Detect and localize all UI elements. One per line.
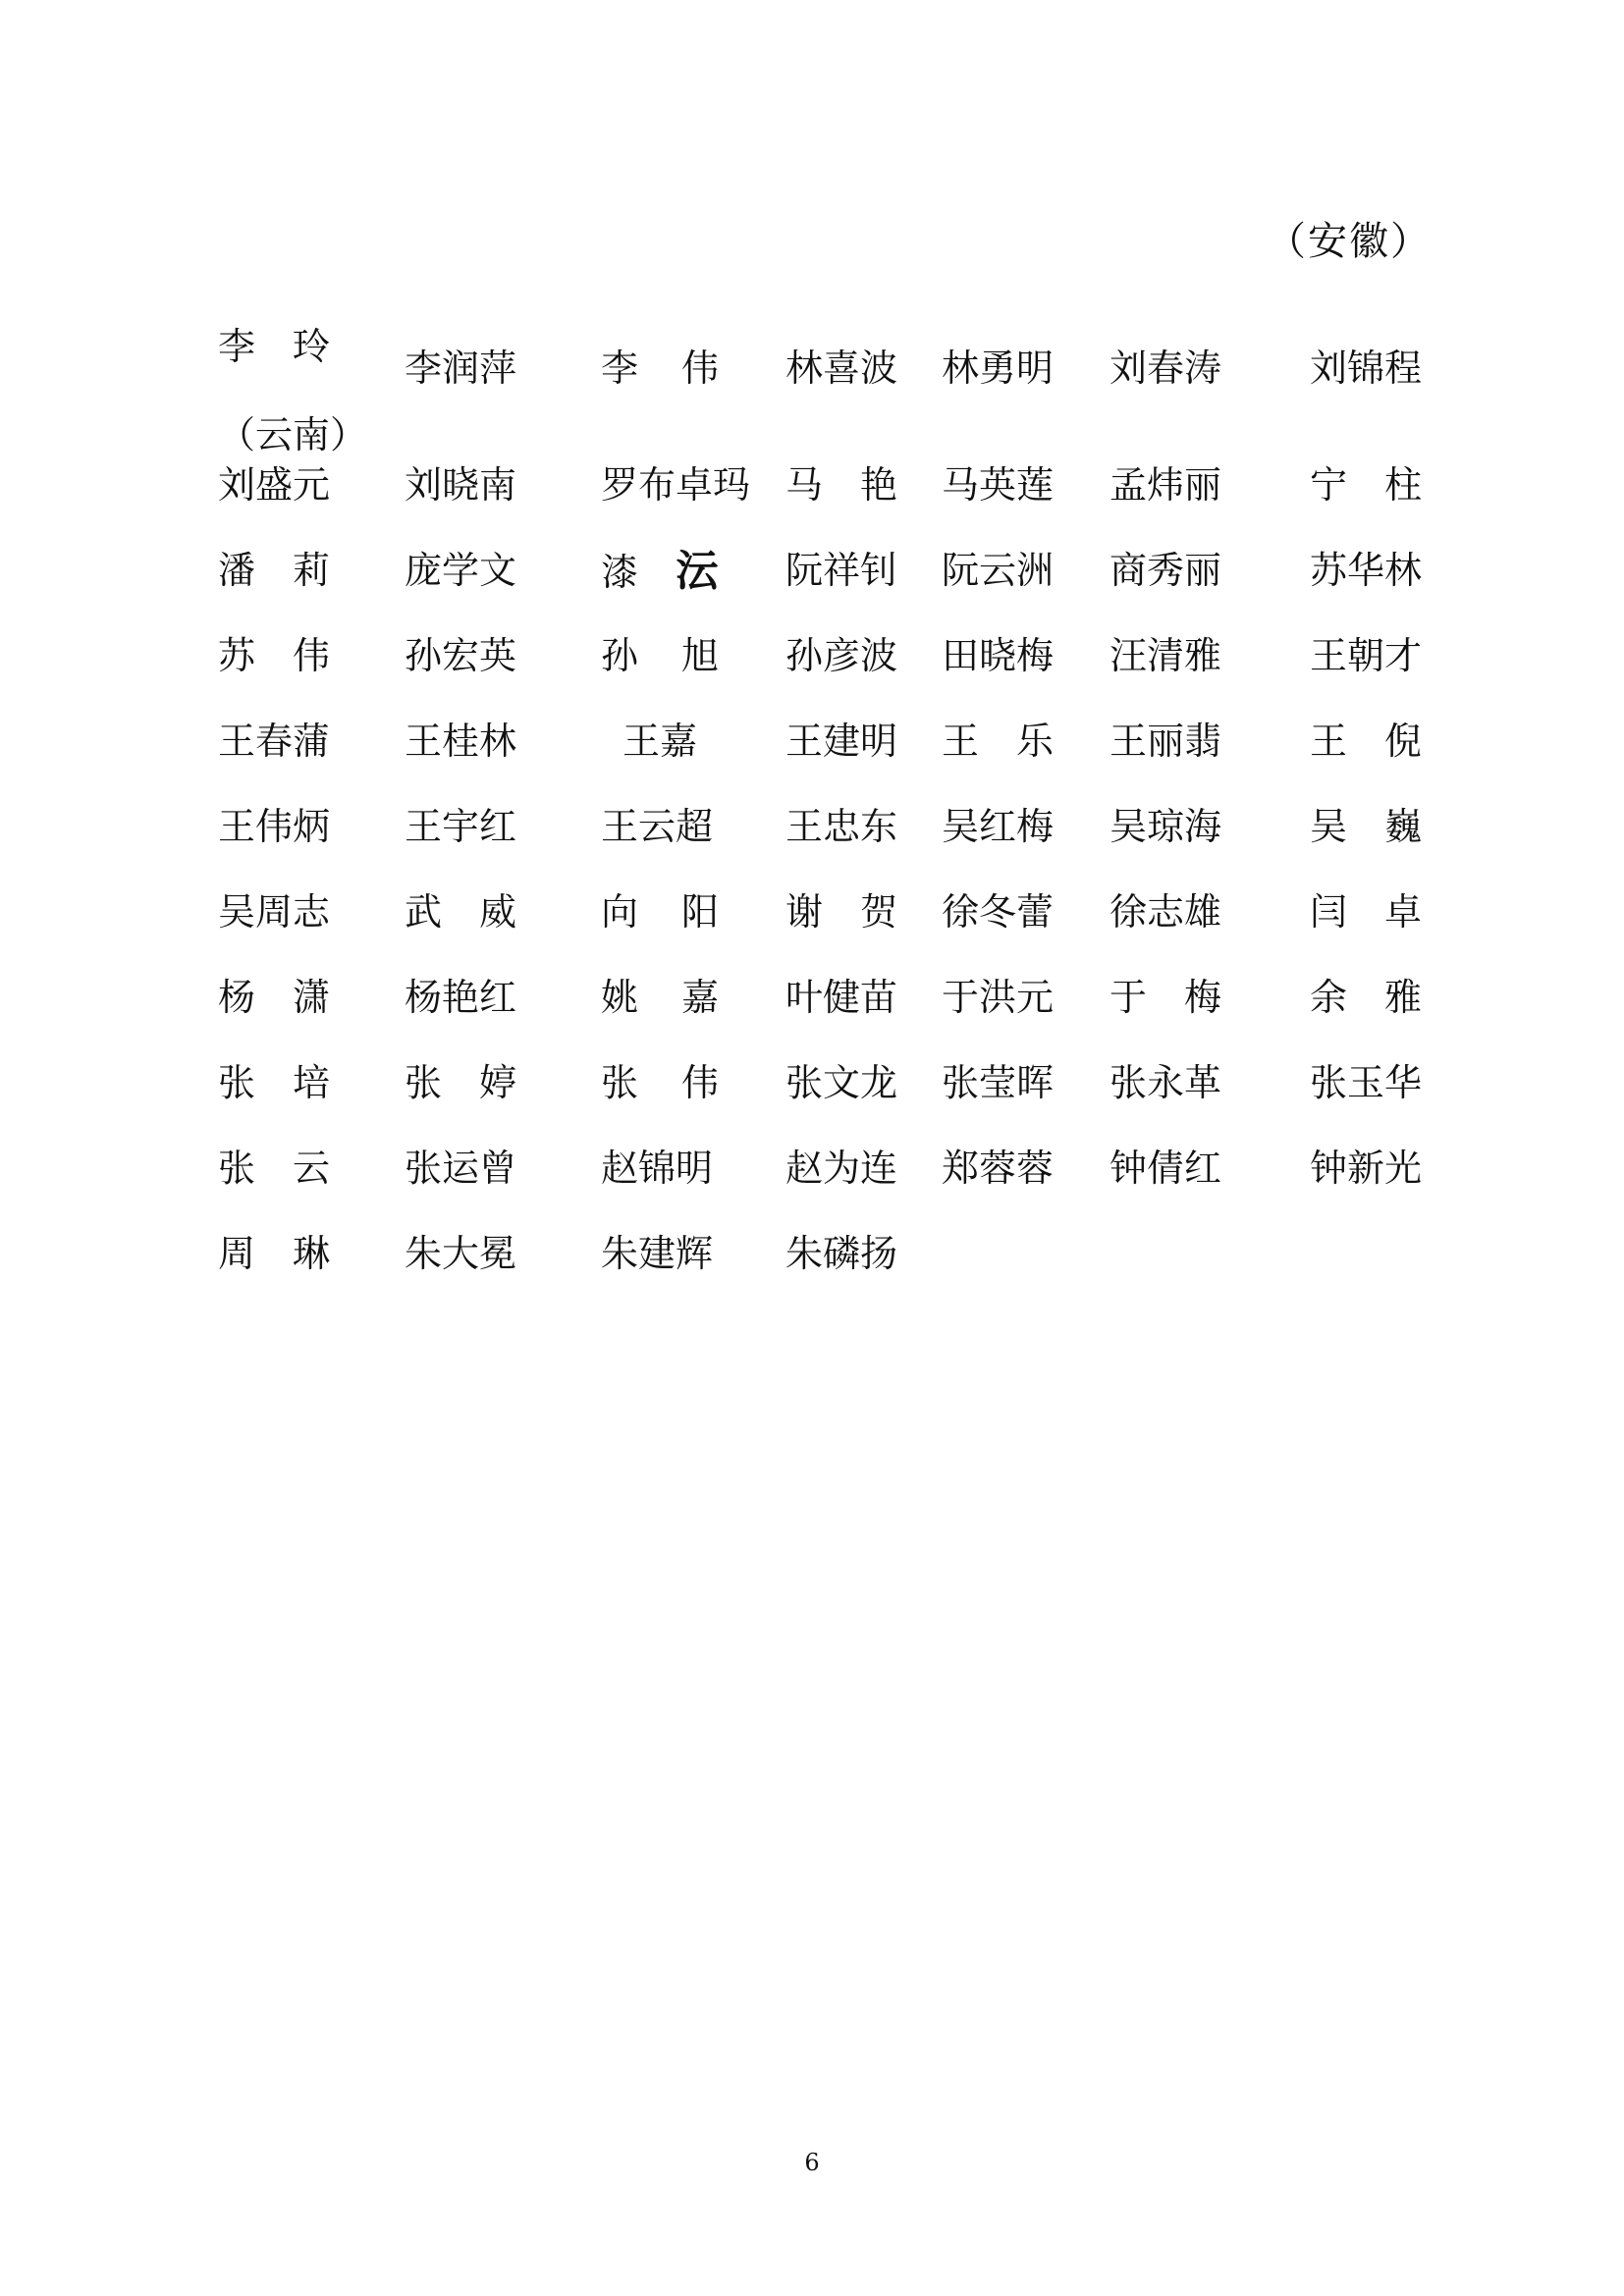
province-note: （安徽） (1267, 219, 1432, 264)
name-entry (601, 870, 719, 955)
name-char: 沄 (675, 546, 719, 596)
name-entry: 张 培 (218, 1061, 331, 1104)
name-entry: 钟新光 (1310, 1147, 1423, 1190)
name-entry: 刘春涛 (1110, 347, 1222, 390)
name-entry: 张 云 (218, 1147, 331, 1190)
name-row (218, 294, 1455, 456)
name-entry: 杨艳红 (405, 976, 517, 1019)
name-entry: 张玉华 (1310, 1061, 1423, 1104)
name-entry: 朱建辉 (601, 1232, 714, 1275)
name-entry: 李润萍 (405, 347, 517, 390)
name-entry: 张 婷 (405, 1061, 517, 1104)
name-entry: 张莹晖 (942, 1061, 1055, 1104)
name-entry: 王宇红 (405, 805, 517, 848)
name-entry: 叶健苗 (785, 976, 898, 1019)
name-entry: 刘晓南 (405, 463, 517, 507)
name-entry: 吴周志 (218, 890, 331, 934)
name-entry: 王云超 (601, 805, 714, 848)
name-entry: 孟炜丽 (1110, 463, 1222, 507)
name-entry: 孙宏英 (405, 634, 517, 677)
name-text: 王嘉 (622, 720, 697, 763)
name-row (218, 614, 1455, 699)
name-entry: 张永革 (1110, 1061, 1222, 1104)
name-row (218, 784, 1455, 870)
name-text: 李 伟 (601, 347, 719, 390)
name-entry: 武 威 (405, 890, 517, 934)
name-entry: 吴琼海 (1110, 805, 1222, 848)
name-entry (601, 614, 719, 699)
name-entry (601, 1041, 719, 1126)
name-row (218, 443, 1455, 528)
name-entry: 王忠东 (785, 805, 898, 848)
name-entry: 徐志雄 (1110, 890, 1222, 934)
name-entry: 钟倩红 (1110, 1147, 1222, 1190)
name-entry: 王伟炳 (218, 805, 331, 848)
name-row (218, 528, 1455, 614)
name-list (218, 294, 1455, 1297)
name-entry: 朱大冕 (405, 1232, 517, 1275)
name-entry: 余 雅 (1310, 976, 1423, 1019)
name-text: 孙 旭 (601, 634, 719, 677)
name-entry: 郑蓉蓉 (942, 1147, 1055, 1190)
name-entry: 李 玲 (218, 325, 331, 368)
name-entry: 张文龙 (785, 1061, 898, 1104)
name-entry: 阮祥钊 (785, 549, 898, 592)
name-entry: 赵为连 (785, 1147, 898, 1190)
name-row (218, 1041, 1455, 1126)
name-row (218, 1211, 1455, 1297)
name-entry: 罗布卓玛 (601, 463, 751, 507)
page-number: 6 (804, 2149, 820, 2176)
name-entry: 王丽翡 (1110, 720, 1222, 763)
name-entry: 潘 莉 (218, 549, 331, 592)
name-entry: 商秀丽 (1110, 549, 1222, 592)
name-char: 漆 (601, 551, 651, 594)
name-entry: 苏 伟 (218, 634, 331, 677)
name-entry: 田晓梅 (942, 634, 1055, 677)
name-entry: 苏华林 (1310, 549, 1423, 592)
name-entry: 朱磷扬 (785, 1232, 898, 1275)
name-entry: 阮云洲 (942, 549, 1055, 592)
name-entry: 马 艳 (785, 463, 898, 507)
name-entry: 孙彦波 (785, 634, 898, 677)
name-entry (601, 699, 719, 784)
name-entry: 王桂林 (405, 720, 517, 763)
name-entry: 王春蒲 (218, 720, 331, 763)
name-text: 向 阳 (601, 890, 719, 934)
name-text: 姚 嘉 (601, 976, 719, 1019)
name-entry: 杨 潇 (218, 976, 331, 1019)
name-row (218, 699, 1455, 784)
name-entry (601, 528, 719, 615)
name-row (218, 1126, 1455, 1211)
name-entry (601, 294, 719, 443)
name-entry: 庞学文 (405, 549, 517, 592)
name-entry: 吴 巍 (1310, 805, 1423, 848)
name-entry: 周 琳 (218, 1232, 331, 1275)
name-entry: 王 倪 (1310, 720, 1423, 763)
name-entry: 于 梅 (1110, 976, 1222, 1019)
name-entry: 闫 卓 (1310, 890, 1423, 934)
name-row (218, 955, 1455, 1041)
name-entry: 林喜波 (785, 347, 898, 390)
name-entry: 赵锦明 (601, 1147, 714, 1190)
name-entry: 刘锦程 (1310, 347, 1423, 390)
name-row (218, 870, 1455, 955)
name-entry: 马英莲 (942, 463, 1055, 507)
name-entry: 王 乐 (942, 720, 1055, 763)
name-entry: 吴红梅 (942, 805, 1055, 848)
name-entry: 于洪元 (942, 976, 1055, 1019)
name-entry (601, 955, 719, 1041)
name-entry: 王建明 (785, 720, 898, 763)
name-entry: 汪清雅 (1110, 634, 1222, 677)
name-text: 张 伟 (601, 1061, 719, 1104)
name-entry: 宁 柱 (1310, 463, 1423, 507)
name-entry: 张运曾 (405, 1147, 517, 1190)
province-label: （云南） (218, 413, 368, 456)
name-entry: 徐冬蕾 (942, 890, 1055, 934)
name-entry: 林勇明 (942, 347, 1055, 390)
name-text (601, 528, 719, 615)
name-entry: 王朝才 (1310, 634, 1423, 677)
name-entry: 刘盛元 (218, 463, 331, 507)
name-entry: 谢 贺 (785, 890, 898, 934)
